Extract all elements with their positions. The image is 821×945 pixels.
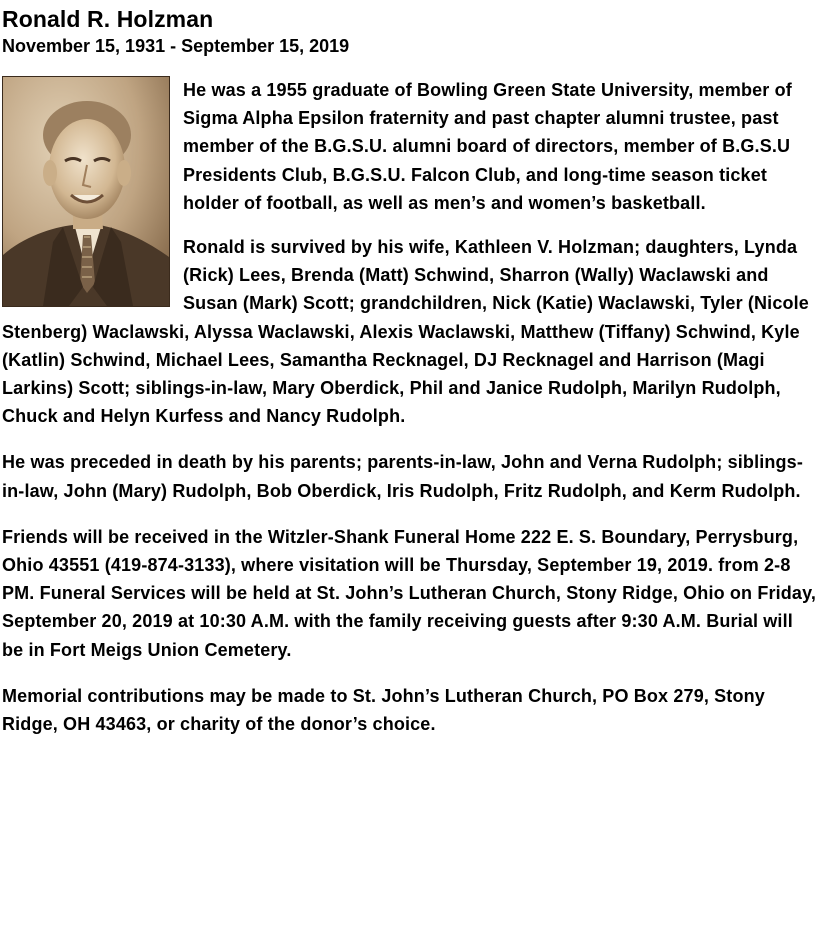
obituary-dates: November 15, 1931 - September 15, 2019 bbox=[2, 36, 350, 56]
paragraph-survivors: Ronald is survived by his wife, Kathleen V. Holzman; daughters, Lynda (Rick) Lees, Brenda (Matt) Schwind, Sharron (Wally) Waclawski and Susan (Mark) Scott; grandchildren, Nick (Katie) Waclawski, Tyler (Nicole Stenberg) Waclawski, Alyssa Waclawski, Alexis Waclawski, Matthew (Tiffany) Schwind, Kyle (Katlin) Schwind, Michael Lees, Samantha Recknagel, DJ Recknagel and Harrison (Magi Larkins) Scott; siblings-in-law, Mary Oberdick, Phil and Janice Rudolph, Marilyn Rudolph, Chuck and Helyn Kurfess and Nancy Rudolph. bbox=[2, 237, 809, 427]
paragraph-memorials: Memorial contributions may be made to St. John’s Lutheran Church, PO Box 279, Stony Ridge, OH 43463, or charity of the donor’s choice. bbox=[2, 685, 765, 735]
obituary-name: Ronald R. Holzman bbox=[2, 6, 214, 32]
portrait-photo bbox=[2, 76, 170, 307]
obituary-body bbox=[2, 76, 819, 756]
obituary-page bbox=[2, 4, 819, 756]
paragraph-education: He was a 1955 graduate of Bowling Green State University, member of Sigma Alpha Epsilon fraternity and past chapter alumni trustee, past member of the B.G.S.U. alumni board of directors, member of B.G.S.U Presidents Club, B.G.S.U. Falcon Club, and long-time season ticket holder of football, as well as men’s and women’s basketball. bbox=[183, 80, 792, 213]
paragraph-preceded: He was preceded in death by his parents; parents-in-law, John and Verna Rudolph; siblings-in-law, John (Mary) Rudolph, Bob Oberdick, Iris Rudolph, Fritz Rudolph, and Kerm Rudolph. bbox=[2, 452, 803, 501]
portrait-icon bbox=[3, 77, 169, 306]
paragraph-services: Friends will be received in the Witzler-Shank Funeral Home 222 E. S. Boundary, Perrysburg, Ohio 43551 (419-874-3133), where visitation will be Thursday, September 19, 2019. from 2-8 PM. Funeral Services will be held at St. John’s Lutheran Church, Stony Ridge, Ohio on Friday, September 20, 2019 at 10:30 A.M. with the family receiving guests after 9:30 A.M. Burial will be in Fort Meigs Union Cemetery. bbox=[2, 526, 817, 660]
